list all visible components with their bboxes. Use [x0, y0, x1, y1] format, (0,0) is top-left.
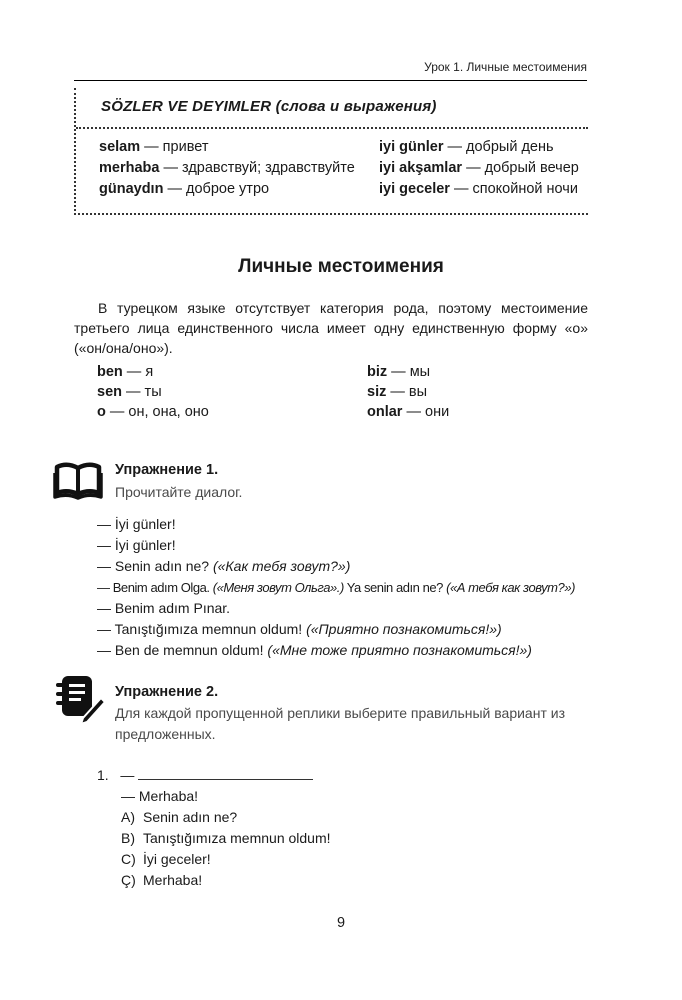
turkish-word: iyi geceler	[379, 181, 450, 197]
turkish-word: merhaba	[99, 160, 160, 176]
option-text: Merhaba!	[143, 872, 203, 888]
option-text: Tanıştığımıza memnun oldum!	[143, 830, 331, 846]
turkish-word: günaydın	[99, 181, 164, 197]
dialog-line	[97, 640, 575, 661]
translation: — доброе утро	[163, 181, 270, 197]
translation: — он, она, оно	[105, 404, 209, 420]
turkish-pronoun: o	[97, 404, 106, 420]
option-letter: Ç)	[121, 872, 136, 888]
notebook-pencil-icon	[54, 672, 106, 728]
section-paragraph	[74, 298, 588, 358]
vocabulary-entry	[99, 137, 355, 158]
option-text: Senin adın ne?	[143, 809, 238, 825]
pronouns-plural	[367, 362, 449, 422]
turkish-word: selam	[99, 139, 141, 155]
turkish-text: — İyi günler!	[97, 537, 176, 553]
turkish-text: Ya senin adın ne?	[343, 580, 447, 595]
russian-translation: («А тебя как зовут?»)	[446, 580, 576, 595]
open-book-icon	[53, 459, 103, 501]
vocabulary-box	[74, 88, 588, 215]
turkish-text: — Senin adın ne?	[97, 558, 213, 574]
page-number: 9	[336, 915, 346, 931]
item-number: 1.	[97, 767, 109, 783]
translation: — привет	[140, 139, 209, 155]
turkish-pronoun: siz	[367, 384, 387, 400]
translation: — я	[122, 364, 154, 380]
pronoun-entry	[367, 362, 449, 382]
turkish-text: — İyi günler!	[97, 516, 176, 532]
vocabulary-column-right	[379, 137, 579, 200]
pronoun-entry	[97, 402, 209, 422]
turkish-pronoun: onlar	[367, 404, 403, 420]
vocabulary-entry	[379, 179, 579, 200]
translation: — добрый день	[443, 139, 554, 155]
exercise-2-instruction: Для каждой пропущенной реплики выберите правильный вариант из предложенных.	[115, 705, 565, 742]
pronouns-singular	[97, 362, 209, 422]
translation: — добрый вечер	[462, 160, 579, 176]
task-prompt	[97, 765, 331, 786]
russian-translation: («Меня зовут Ольга».)	[212, 580, 344, 595]
dialog-line	[97, 514, 575, 535]
option-letter: B)	[121, 830, 135, 846]
header-rule	[74, 80, 587, 81]
vocabulary-entry	[99, 158, 355, 179]
dialog-line	[97, 535, 575, 556]
section-title: Личные местоимения	[238, 256, 444, 277]
turkish-pronoun: sen	[97, 384, 122, 400]
option-text: İyi geceler!	[143, 851, 211, 867]
answer-option	[121, 828, 331, 849]
dialog-line	[97, 619, 575, 640]
answer-blank	[138, 765, 313, 780]
vocabulary-entry	[379, 158, 579, 179]
task-reply: — Merhaba!	[121, 788, 199, 804]
answer-option	[121, 849, 331, 870]
answer-option	[121, 807, 331, 828]
translation: — мы	[387, 364, 431, 380]
russian-translation: («Как тебя зовут?»)	[212, 558, 351, 574]
turkish-text: — Tanıştığımıza memnun oldum!	[97, 621, 307, 637]
dialog-line	[97, 556, 575, 577]
turkish-pronoun: ben	[97, 364, 123, 380]
turkish-pronoun: biz	[367, 364, 388, 380]
translation: — здравствуй; здравствуйте	[159, 160, 355, 176]
pronoun-entry	[97, 362, 209, 382]
vocabulary-entry	[99, 179, 355, 200]
dialog-line	[97, 577, 575, 598]
translation: — они	[402, 404, 450, 420]
russian-translation: («Приятно познакомиться!»)	[306, 621, 502, 637]
translation: — вы	[386, 384, 428, 400]
translation: — ты	[122, 384, 162, 400]
turkish-word: iyi akşamlar	[379, 160, 463, 176]
option-letter: A)	[121, 809, 135, 825]
answer-option	[121, 870, 331, 891]
vocabulary-title: SÖZLER VE DEYIMLER (слова и выражения)	[101, 98, 437, 115]
exercise-2-title: Упражнение 2.	[115, 684, 219, 700]
exercise-1-instruction: Прочитайте диалог.	[115, 484, 243, 500]
turkish-word: iyi günler	[379, 139, 444, 155]
running-header: Урок 1. Личные местоимения	[424, 60, 587, 74]
exercise-1-dialog	[97, 514, 575, 661]
exercise-1-title: Упражнение 1.	[115, 462, 219, 478]
translation: — спокойной ночи	[449, 181, 578, 197]
pronoun-entry	[367, 402, 449, 422]
paragraph-text: В турецком языке отсутствует категория рода, поэтому местоимение третьего лица единственного числа имеет одну единственную форму «o» («он/она/оно»).	[74, 300, 588, 356]
pronoun-entry	[367, 382, 449, 402]
vocabulary-entry	[379, 137, 579, 158]
turkish-text: — Ben de memnun oldum!	[97, 642, 268, 658]
pronoun-entry	[97, 382, 209, 402]
russian-translation: («Мне тоже приятно познакомиться!»)	[267, 642, 532, 658]
exercise-2-task	[97, 765, 331, 891]
vocabulary-column-left	[99, 137, 355, 200]
option-letter: C)	[121, 851, 136, 867]
vocabulary-divider	[76, 127, 588, 129]
dialog-line	[97, 598, 575, 619]
dash: —	[120, 767, 135, 783]
turkish-text: — Benim adım Pınar.	[97, 600, 231, 616]
turkish-text: — Benim adım Olga.	[97, 580, 213, 595]
